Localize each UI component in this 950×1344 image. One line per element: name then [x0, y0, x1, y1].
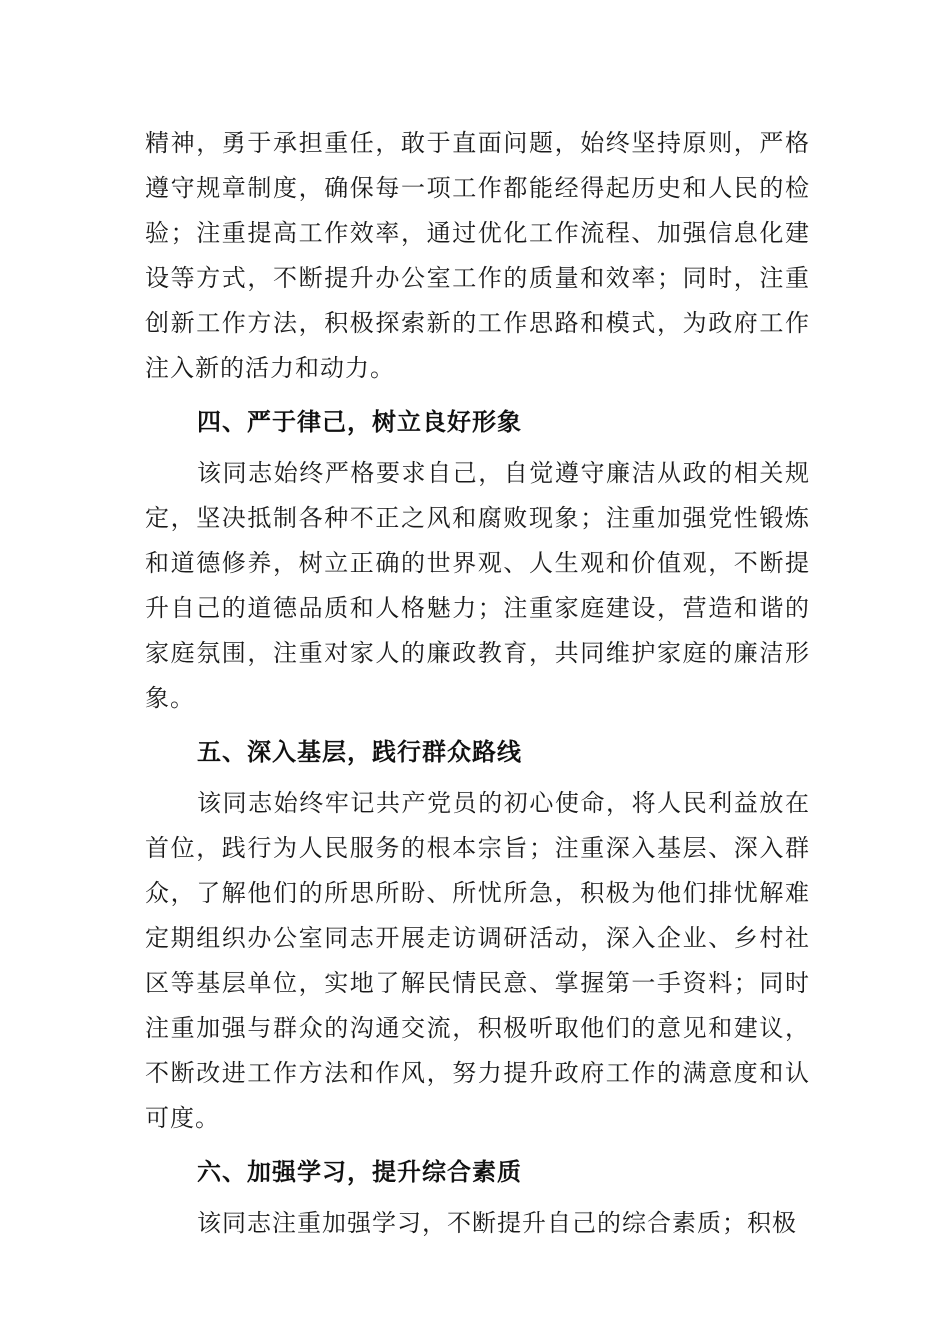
document-body: [145, 121, 810, 1246]
paragraph-section-4: 该同志始终严格要求自己，自觉遵守廉洁从政的相关规定，坚决抵制各种不正之风和腐败现象；注重加强党性锻炼和道德修养，树立正确的世界观、人生观和价值观，不断提升自己的道德品质和人格魅力；注重家庭建设，营造和谐的家庭氛围，注重对家人的廉政教育，共同维护家庭的廉洁形象。: [145, 459, 810, 712]
section-heading-4: 四、严于律己，树立良好形象: [197, 408, 522, 436]
paragraph-section-6: 该同志注重加强学习，不断提升自己的综合素质；积极: [197, 1209, 797, 1237]
paragraph-section-5: 该同志始终牢记共产党员的初心使命，将人民利益放在首位，践行为人民服务的根本宗旨；注重深入基层、深入群众，了解他们的所思所盼、所忧所急，积极为他们排忧解难定期组织办公室同志开展走访调研活动，深入企业、乡村社区等基层单位，实地了解民情民意、掌握第一手资料；同时注重加强与群众的沟通交流，积极听取他们的意见和建议，不断改进工作方法和作风，努力提升政府工作的满意度和认可度。: [145, 789, 810, 1132]
paragraph-continued: 精神，勇于承担重任，敢于直面问题，始终坚持原则，严格遵守规章制度，确保每一项工作都能经得起历史和人民的检验；注重提高工作效率，通过优化工作流程、加强信息化建设等方式，不断提升办公室工作的质量和效率；同时，注重创新工作方法，积极探索新的工作思路和模式，为政府工作注入新的活力和动力。: [145, 129, 810, 382]
section-heading-6: 六、加强学习，提升综合素质: [197, 1158, 522, 1186]
section-heading-5: 五、深入基层，践行群众路线: [197, 738, 522, 766]
